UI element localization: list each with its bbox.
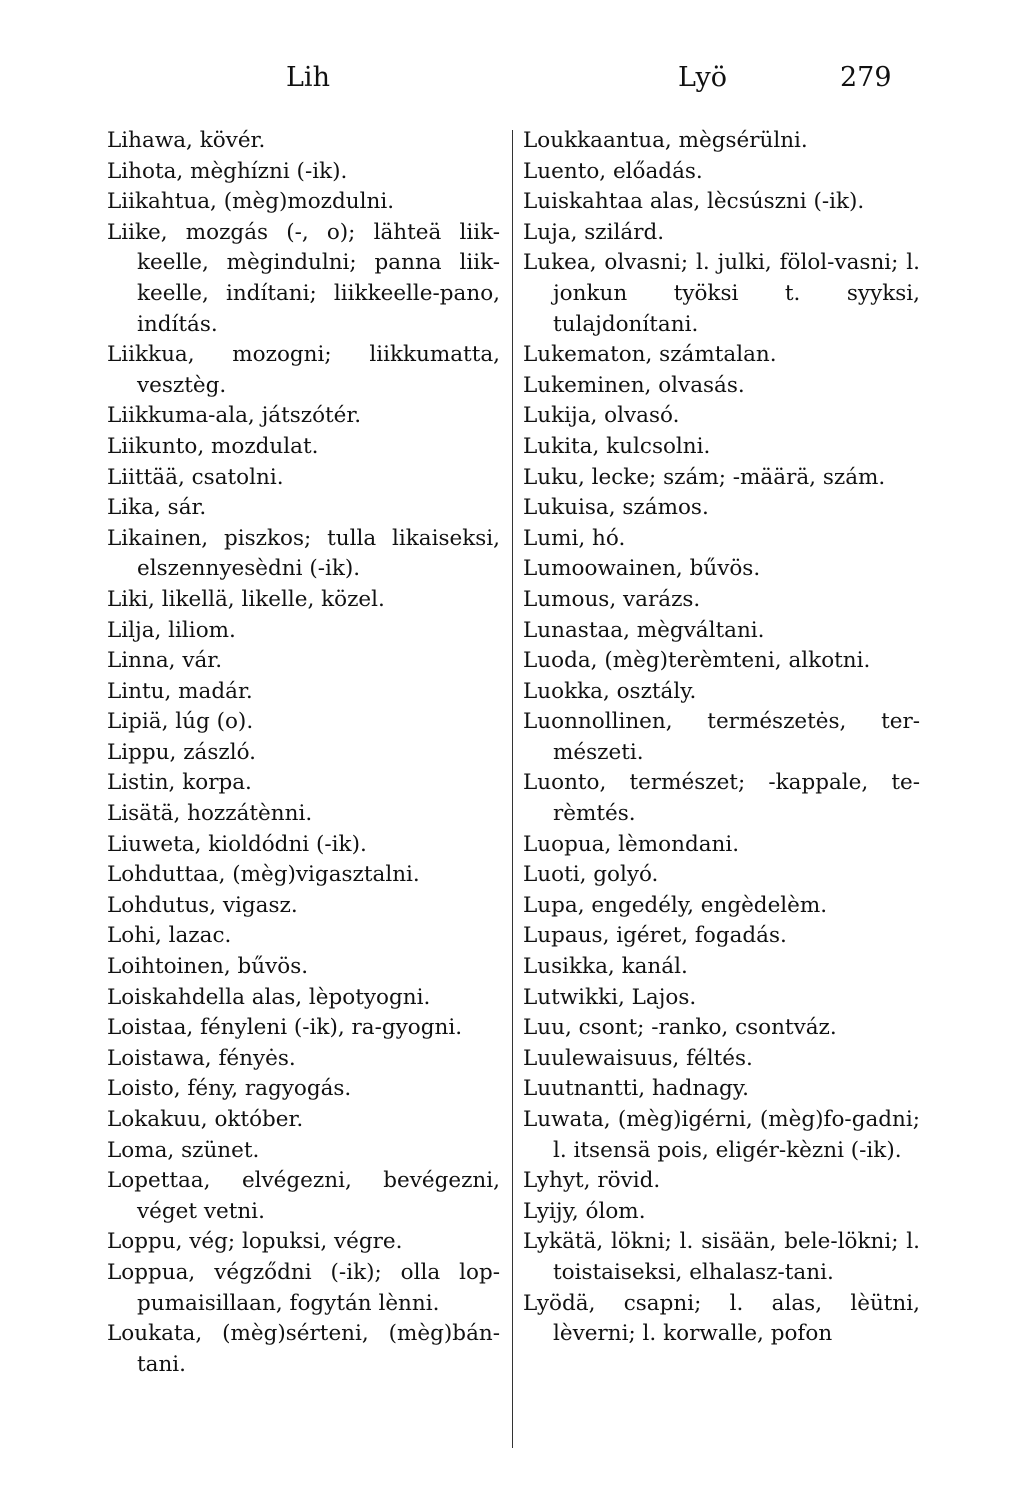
dictionary-entry: Lipiä, lúg (o). (107, 709, 254, 735)
dictionary-entry: Loisto, fény, ragyogás. (107, 1076, 352, 1102)
dictionary-entry: Luento, előadás. (523, 158, 703, 184)
dictionary-entry: Liikahtua, (mèg)mozdulni. (107, 189, 395, 215)
dictionary-entry: Lumoowainen, bűvös. (523, 556, 761, 582)
left-column (107, 126, 500, 1380)
dictionary-entry: Lumi, hó. (523, 525, 626, 551)
dictionary-entry: Luokka, osztály. (523, 678, 697, 704)
page-header (0, 62, 1024, 102)
dictionary-entry: Lohi, lazac. (107, 923, 232, 949)
dictionary-entry: Luonto, természet; -kappale, te-rèmtés. (523, 770, 920, 827)
dictionary-entry: Lika, sár. (107, 495, 207, 521)
dictionary-entry: Lihawa, kövér. (107, 128, 266, 153)
dictionary-entry: Loiskahdella alas, lèpotyogni. (107, 984, 431, 1010)
dictionary-entry: Lohduttaa, (mèg)vigasztalni. (107, 862, 420, 888)
dictionary-entry: Lukita, kulcsolni. (523, 433, 711, 459)
dictionary-entry: Lupa, engedély, engèdelèm. (523, 892, 828, 918)
dictionary-entry: Lyödä, csapni; l. alas, lèütni, lèverni; l. korwalle, pofon (523, 1290, 920, 1347)
dictionary-entry: Loppu, vég; lopuksi, végre. (107, 1229, 403, 1255)
dictionary-entry: Lihota, mèghízni (-ik). (107, 158, 348, 184)
dictionary-entry: Liikunto, mozdulat. (107, 433, 319, 459)
right-column (523, 126, 920, 1350)
dictionary-entry: Liki, likellä, likelle, közel. (107, 586, 385, 612)
dictionary-entry: Lukeminen, olvasás. (523, 372, 745, 398)
dictionary-entry: Lukija, olvasó. (523, 403, 680, 429)
dictionary-entry: Luopua, lèmondani. (523, 831, 740, 857)
dictionary-entry: Liike, mozgás (-, o); lähteä liik-keelle, mègindulni; panna liik-keelle, indítani; liikkeelle-pano, indítás. (107, 219, 500, 337)
dictionary-entry: Loihtoinen, bűvös. (107, 954, 309, 980)
dictionary-entry: Lukuisa, számos. (523, 495, 709, 521)
dictionary-entry: Lohdutus, vigasz. (107, 892, 298, 918)
dictionary-entry: Luoti, golyó. (523, 862, 659, 888)
dictionary-entry: Loukkaantua, mègsérülni. (523, 128, 808, 153)
dictionary-entry: Liuweta, kioldódni (-ik). (107, 831, 367, 857)
dictionary-entry: Luwata, (mèg)igérni, (mèg)fo-gadni; l. itsensä pois, eligér-kèzni (-ik). (523, 1107, 920, 1163)
dictionary-entry: Loppua, végződni (-ik); olla lop-pumaisillaan, fogytán lènni. (107, 1259, 500, 1316)
dictionary-entry: Loma, szünet. (107, 1137, 260, 1163)
dictionary-entry: Luonnollinen, természetės, ter-mészeti. (523, 709, 920, 765)
dictionary-entry: Luulewaisuus, féltés. (523, 1045, 753, 1071)
dictionary-entry: Lukematon, számtalan. (523, 342, 777, 368)
dictionary-entry: Lintu, madár. (107, 678, 253, 704)
dictionary-entry: Listin, korpa. (107, 770, 252, 796)
dictionary-entry: Liikkuma-ala, játszótér. (107, 403, 362, 429)
dictionary-entry: Lyhyt, rövid. (523, 1168, 661, 1194)
dictionary-entry: Loistaa, fényleni (-ik), ra-gyogni. (107, 1015, 463, 1041)
dictionary-entry: Lippu, zászló. (107, 739, 256, 765)
dictionary-entry: Lokakuu, október. (107, 1107, 304, 1132)
dictionary-entry: Luiskahtaa alas, lècsúszni (-ik). (523, 189, 865, 215)
dictionary-entry: Liittää, csatolni. (107, 464, 284, 490)
dictionary-entry: Luutnantti, hadnagy. (523, 1076, 749, 1102)
dictionary-entry: Likainen, piszkos; tulla likaiseksi, elszennyesèdni (-ik). (107, 525, 500, 582)
header-right-guide-word: Lyö (678, 62, 727, 93)
dictionary-entry: Lutwikki, Lajos. (523, 984, 697, 1010)
dictionary-entry: Luoda, (mèg)terèmteni, alkotni. (523, 648, 871, 674)
dictionary-entry: Lilja, liliom. (107, 617, 236, 643)
dictionary-entry: Lyijy, ólom. (523, 1198, 646, 1224)
dictionary-entry: Luku, lecke; szám; -määrä, szám. (523, 464, 886, 490)
dictionary-entry: Lopettaa, elvégezni, bevégezni, véget vetni. (107, 1168, 500, 1224)
dictionary-entry: Loukata, (mèg)sérteni, (mèg)bán-tani. (107, 1321, 500, 1377)
column-divider (512, 130, 513, 1448)
dictionary-entry: Liikkua, mozogni; liikkumatta, vesztèg. (107, 342, 500, 398)
dictionary-entry: Loistawa, fényės. (107, 1045, 296, 1071)
dictionary-entry: Lykätä, lökni; l. sisään, bele-lökni; l. toistaiseksi, elhalasz-tani. (523, 1229, 920, 1285)
dictionary-entry: Linna, vár. (107, 648, 223, 674)
dictionary-entry: Lumous, varázs. (523, 586, 701, 612)
dictionary-entry: Lusikka, kanál. (523, 954, 688, 980)
dictionary-entry: Luu, csont; -ranko, csontváz. (523, 1015, 837, 1041)
dictionary-entry: Lisätä, hozzátènni. (107, 801, 313, 827)
dictionary-entry: Luja, szilárd. (523, 219, 665, 245)
dictionary-entry: Lukea, olvasni; l. julki, fölol-vasni; l. jonkun työksi t. syyksi, tulajdonítani. (523, 250, 920, 337)
dictionary-entry: Lupaus, igéret, fogadás. (523, 923, 787, 949)
header-left-guide-word: Lih (286, 62, 330, 93)
dictionary-entry: Lunastaa, mègváltani. (523, 617, 765, 643)
page-number: 279 (840, 62, 892, 93)
